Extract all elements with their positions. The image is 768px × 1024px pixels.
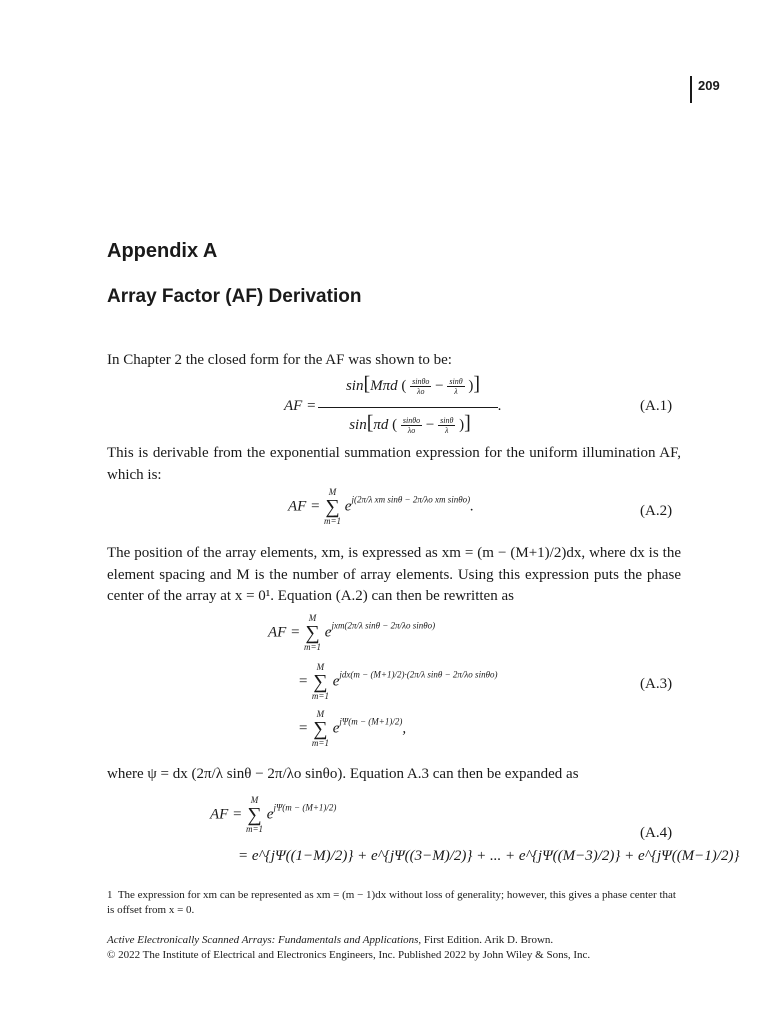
- a2-base: e: [344, 498, 352, 515]
- paragraph-position: The position of the array elements, xm, is expressed as xm = (m − (M+1)/2)dx, where dx is the element spacing and M is the number of array elements. Using this expression puts the phase center of the array at x = 0¹. Equation (A.2) can then be rewritten as: [107, 545, 681, 604]
- page-number: 209: [698, 78, 720, 93]
- a1-den-frac-2: $\frac{\sin\theta}{\lambda}$: [440, 416, 454, 436]
- appendix-title: Array Factor (AF) Derivation: [107, 286, 362, 307]
- appendix-label: Appendix A: [107, 240, 218, 262]
- a1-fraction-bar: [318, 407, 498, 408]
- paragraph-derivable: This is derivable from the exponential summation expression for the uniform illumination AF, which is:: [107, 445, 681, 483]
- header-rule: [690, 76, 692, 103]
- a2-tail: .: [470, 498, 474, 515]
- equation-a3-line1: AF = M ∑ m=1 $e^{jxm(2\pi/\lambda sin\theta - 2\pi/\lambda o sin\theta o)}$: [268, 613, 436, 652]
- equation-number-a4: (A.4): [640, 825, 673, 841]
- paragraph-psi: where ψ = dx (2π/λ sinθ − 2π/λo sinθo). Equation A.3 can then be expanded as: [107, 766, 579, 782]
- summation-symbol: M ∑ m=1: [311, 662, 329, 701]
- equation-number-a2: (A.2): [640, 503, 673, 519]
- equation-a4-line2: = e^{jΨ((1−M)/2)} + e^{jΨ((3−M)/2)} + ... + e^{jΨ((M−3)/2)} + e^{jΨ((M−1)/2)}: [238, 848, 740, 864]
- a1-den-arg: πd: [373, 417, 389, 433]
- equation-a1-lhs: AF =: [284, 398, 317, 414]
- a1-tail: .: [498, 398, 502, 414]
- footnote-marker: 1: [107, 889, 113, 901]
- a2-lhs: AF =: [288, 498, 321, 515]
- a2-exponent: j(2π/λ xm sinθ − 2π/λo xm sinθo): [351, 494, 471, 505]
- copyright-block: [107, 933, 697, 963]
- summation-symbol: M ∑ m=1: [311, 709, 329, 748]
- summation-symbol: M ∑ m=1: [245, 795, 264, 834]
- summation-symbol: M ∑ m=1: [303, 613, 322, 652]
- copyright-line1: [107, 933, 697, 948]
- equation-a1-denominator: sin[πd ( $\frac{\sin\theta o}{\lambda o}$ − $\frac{\sin\theta}{\lambda}$ )]: [349, 412, 471, 436]
- copyright-line2: © 2022 The Institute of Electrical and Electronics Engineers, Inc. Published 2022 by John Wiley & Sons, Inc.: [107, 949, 591, 961]
- equation-a3-line3: = M ∑ m=1 $e^{j\Psi(m - (M+1)/2)}$,: [298, 709, 407, 748]
- book-title: Active Electronically Scanned Arrays: Fundamentals and Applications: [107, 934, 419, 946]
- a1-den-fn: sin: [349, 417, 367, 433]
- edition-author: , First Edition. Arik D. Brown.: [418, 934, 554, 946]
- equation-a3-line2: = M ∑ m=1 $e^{jdx(m - (M+1)/2)\cdot(2\pi/\lambda sin\theta - 2\pi/\lambda o sin\theta o)}$: [298, 662, 498, 701]
- equation-number-a1: (A.1): [640, 398, 673, 414]
- equation-a4-line1: AF = M ∑ m=1 $e^{j\Psi(m - (M+1)/2)}$: [210, 795, 337, 834]
- a1-num-frac-1: $\frac{\sin\theta o}{\lambda o}$: [412, 377, 430, 397]
- summation-symbol: M ∑ m=1: [323, 487, 342, 526]
- footnote-text: The expression for xm can be represented as xm = (m − 1)dx without loss of generality; however, this gives a phase center that is offset from x = 0.: [107, 889, 676, 916]
- footnote: [107, 888, 681, 918]
- a1-num-frac-2: $\frac{\sin\theta}{\lambda}$: [449, 377, 463, 397]
- paragraph-intro: In Chapter 2 the closed form for the AF was shown to be:: [107, 352, 452, 368]
- equation-number-a3: (A.3): [640, 676, 673, 692]
- a1-num-fn: sin: [345, 378, 364, 394]
- equation-a2: [288, 488, 474, 526]
- a1-den-frac-1: $\frac{\sin\theta o}{\lambda o}$: [402, 416, 421, 436]
- a1-num-arg: Mπd: [370, 378, 398, 394]
- equation-a1-numerator: sin[Mπd ( $\frac{\sin\theta o}{\lambda o}$ − $\frac{\sin\theta}{\lambda}$ )]: [345, 373, 481, 397]
